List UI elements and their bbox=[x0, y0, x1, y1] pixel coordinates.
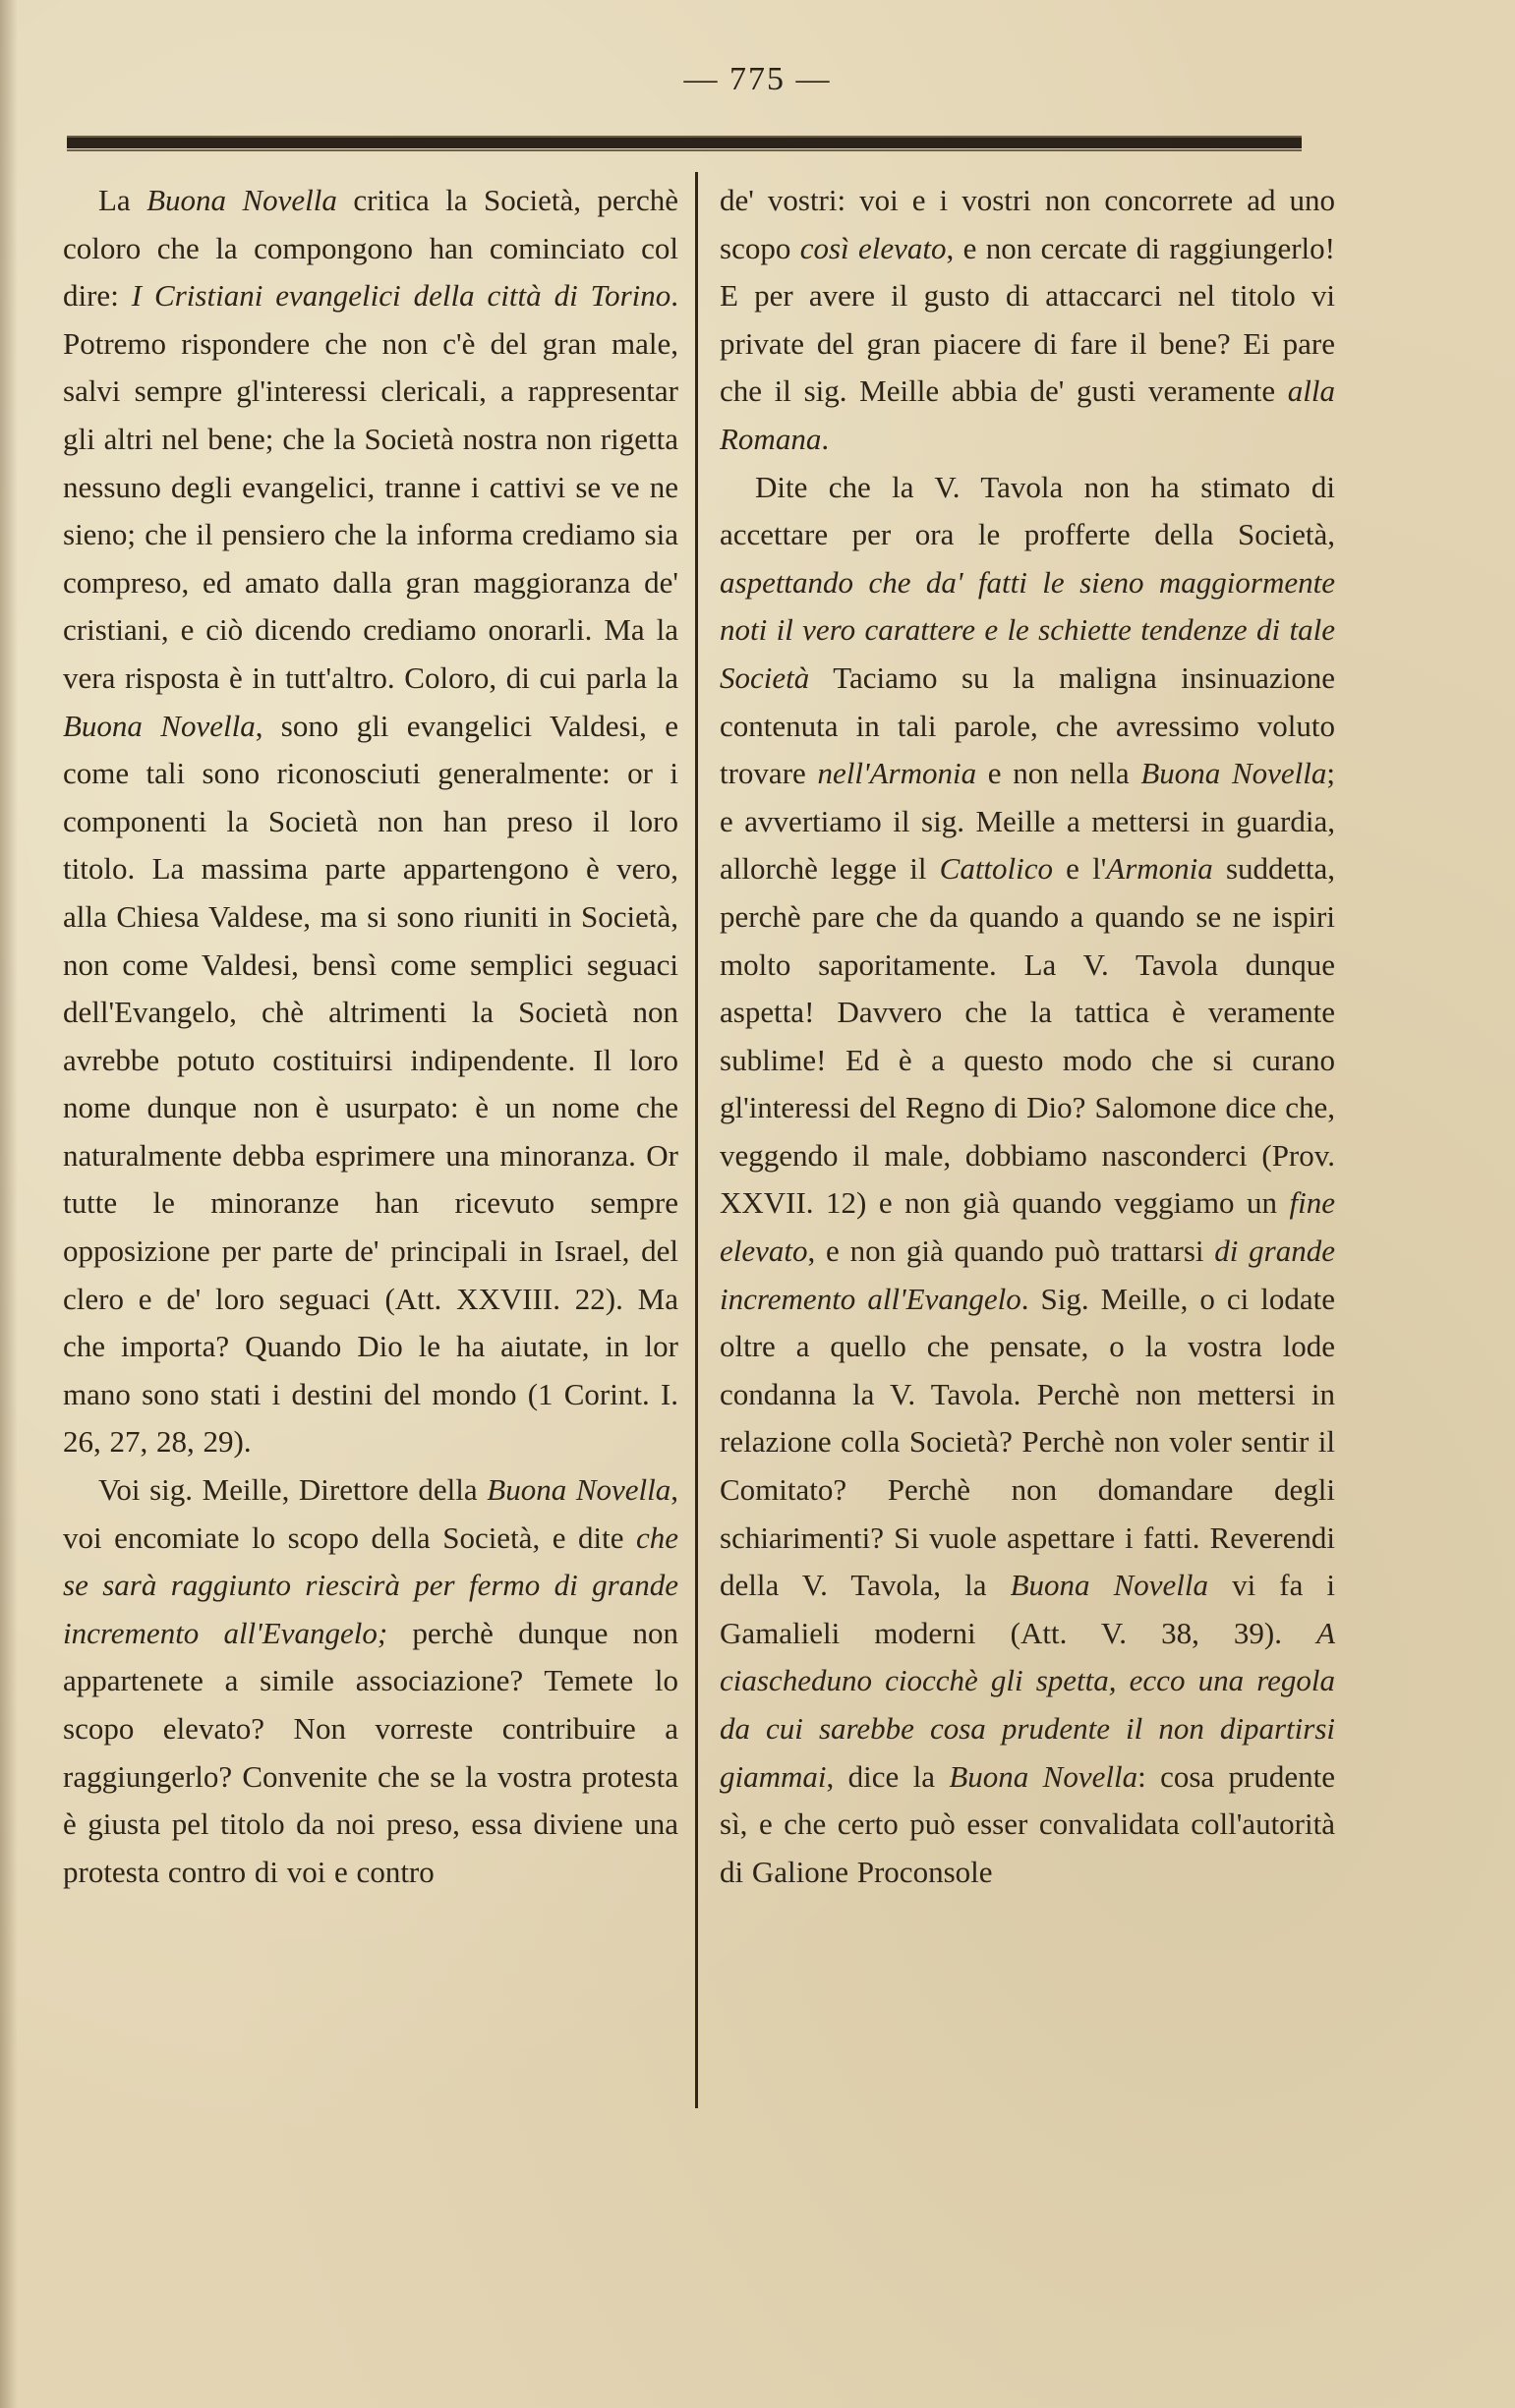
text-run: . Sig. Meille, o ci lodate oltre a quello che pensate, o la vostra lode condanna la V. Tavola. Perchè non mettersi in relazione colla Società? Perchè non voler sentir il Comitato? Perchè non domandare degli schiarimenti? Si vuole aspettare i fatti. Reverendi della V. Tavola, la bbox=[720, 1281, 1335, 1603]
text-run: , e non cercate di raggiungerlo! E per avere il gusto di attaccarci nel titolo vi private del gran piacere di fare il bene? Ei pare che il sig. Meille abbia de' gusti veramente bbox=[720, 230, 1335, 409]
text-run: suddetta, perchè pare che da quando a quando se ne ispiri molto saporitamente. La V. Tavola dunque aspetta! Davvero che la tattica è veramente sublime! Ed è a questo modo che si curano gl'interessi del Regno di Dio? Salomone dice che, veggendo il male, dobbiamo nasconderci (Prov. XXVII. 12) e non già quando veggiamo un bbox=[720, 851, 1336, 1221]
italic-text: Armonia bbox=[1106, 851, 1213, 887]
text-run: , e non già quando può trattarsi bbox=[807, 1233, 1215, 1269]
text-run: vi fa i Gamalieli moderni (Att. V. 38, 39). bbox=[720, 1568, 1336, 1650]
italic-text: I Cristiani evangelici della città di Torino bbox=[131, 278, 671, 314]
text-run: de' vostri: voi e i vostri non concorrete ad uno scopo bbox=[720, 183, 1335, 265]
italic-text: Buona Novella bbox=[63, 708, 256, 743]
italic-text: che se sarà raggiunto riescirà per fermo di grande incremento all'Evangelo; bbox=[63, 1519, 678, 1650]
italic-text: A ciascheduno ciocchè gli spetta, ecco una regola da cui sarebbe cosa prudente il non dipartirsi giammai bbox=[720, 1615, 1335, 1794]
italic-text: Buona Novella bbox=[1140, 756, 1327, 791]
text-run: , sono gli evangelici Valdesi, e come tali sono riconosciuti generalmente: or i componenti la Società non han preso il loro titolo. La massima parte appartengono è vero, alla Chiesa Valdese, ma si sono riuniti in Società, non come Valdesi, bensì come semplici seguaci dell'Evangelo, chè altrimenti la Società non avrebbe potuto costituirsi indipendente. Il loro nome dunque non è usurpato: è un nome che naturalmente debba esprimere una minoranza. Or tutte le minoranze han ricevuto sempre opposizione per parte de' principali in Israel, del clero e de' loro seguaci (Att. XXVIII. 22). Ma che importa? Quando Dio le ha aiutate, in lor mano sono stati i destini del mondo (1 Corint. I. 26, 27, 28, 29). bbox=[63, 708, 679, 1460]
left-column bbox=[63, 177, 678, 1896]
text-run: , voi encomiate lo scopo della Società, e dite bbox=[63, 1472, 678, 1555]
text-run: , dice la bbox=[826, 1758, 950, 1794]
text-run: e non nella bbox=[976, 756, 1141, 791]
italic-text: Buona Novella bbox=[949, 1758, 1138, 1794]
paragraph bbox=[63, 177, 678, 1466]
header-rule bbox=[67, 136, 1302, 148]
italic-text: di grande incremento all'Evangelo bbox=[720, 1233, 1335, 1316]
text-run: ; e avvertiamo il sig. Meille a mettersi in guardia, allorchè legge il bbox=[720, 756, 1335, 887]
italic-text: Buona Novella bbox=[487, 1472, 671, 1508]
paragraph bbox=[63, 1466, 678, 1896]
page-number: — 775 — bbox=[683, 61, 832, 97]
italic-text: Cattolico bbox=[939, 851, 1054, 887]
text-run: . bbox=[821, 421, 830, 456]
text-run: : cosa prudente sì, e che certo può esser convalidata coll'autorità di Galione Proconsole bbox=[720, 1758, 1335, 1889]
italic-text: nell'Armonia bbox=[817, 756, 977, 791]
italic-text: Buona Novella bbox=[1010, 1568, 1208, 1603]
text-run: Dite che la V. Tavola non ha stimato di accettare per ora le profferte della Società, bbox=[720, 469, 1335, 552]
text-run: Voi sig. Meille, Direttore della bbox=[98, 1472, 488, 1508]
column-divider bbox=[695, 172, 698, 2108]
text-run: critica la Società, perchè coloro che la compongono han cominciato col dire: bbox=[63, 183, 678, 314]
text-run: La bbox=[98, 183, 147, 217]
header-rule-thin bbox=[67, 149, 1302, 151]
right-column bbox=[720, 177, 1335, 1896]
italic-text: così elevato bbox=[799, 230, 947, 265]
page-edge-shadow bbox=[0, 0, 18, 2408]
italic-text: Buona Novella bbox=[146, 183, 337, 217]
text-run: Taciamo su la maligna insinuazione contenuta in tali parole, che avressimo voluto trovare bbox=[720, 659, 1335, 791]
italic-text: fine elevato bbox=[720, 1185, 1335, 1269]
text-run: perchè dunque non appartenete a simile associazione? Temete lo scopo elevato? Non vorreste contribuire a raggiungerlo? Convenite che se la vostra protesta è giusta pel titolo da noi preso, essa diviene una protesta contro di voi e contro bbox=[63, 1615, 678, 1889]
text-run: e l' bbox=[1053, 851, 1107, 887]
paragraph bbox=[720, 464, 1335, 1897]
paragraph bbox=[720, 177, 1335, 464]
text-run: . Potremo rispondere che non c'è del gran male, salvi sempre gl'interessi clericali, a rappresentar gli altri nel bene; che la Società nostra non rigetta nessuno degli evangelici, tranne i cattivi se ve ne sieno; che il pensiero che la informa crediamo sia compreso, ed amato dalla gran maggioranza de' cristiani, e ciò dicendo crediamo onorarli. Ma la vera risposta è in tutt'altro. Coloro, di cui parla la bbox=[63, 278, 678, 695]
italic-text: aspettando che da' fatti le sieno maggiormente noti il vero carattere e le schiette tendenze di tale Società bbox=[720, 564, 1335, 695]
italic-text: alla Romana bbox=[720, 373, 1335, 456]
